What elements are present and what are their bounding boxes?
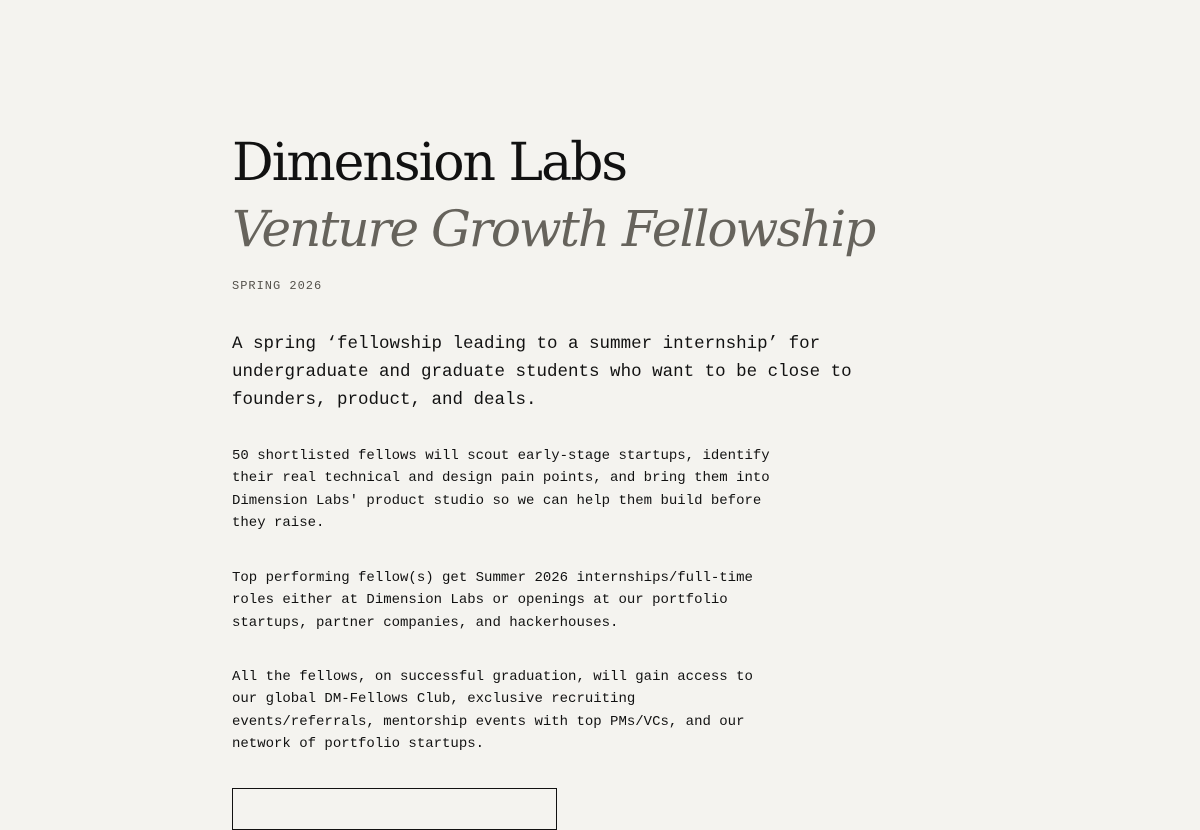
description-paragraph-internships: Top performing fellow(s) get Summer 2026 internships/full-time roles either at Dimension Labs or openings at our portfolio startups, partner companies, and hackerhouses.	[232, 570, 753, 631]
description-paragraph-scouting: 50 shortlisted fellows will scout early-stage startups, identify their real technical and design pain points, and bring them into Dimension Labs' product studio so we can help them build before they raise.	[232, 448, 770, 532]
brand-title: Dimension Labs	[232, 133, 627, 193]
program-subtitle: Venture Growth Fellowship	[232, 200, 875, 258]
apply-button[interactable]	[232, 788, 557, 830]
description-paragraph-club-access: All the fellows, on successful graduation, will gain access to our global DM-Fellows Club, exclusive recruiting events/referrals, mentorship events with top PMs/VCs, and our network of portfolio startups.	[232, 669, 753, 753]
intro-lede: A spring ‘fellowship leading to a summer internship’ for undergraduate and graduate students who want to be close to founders, product, and deals.	[232, 334, 852, 410]
season-label: SPRING 2026	[232, 279, 323, 293]
